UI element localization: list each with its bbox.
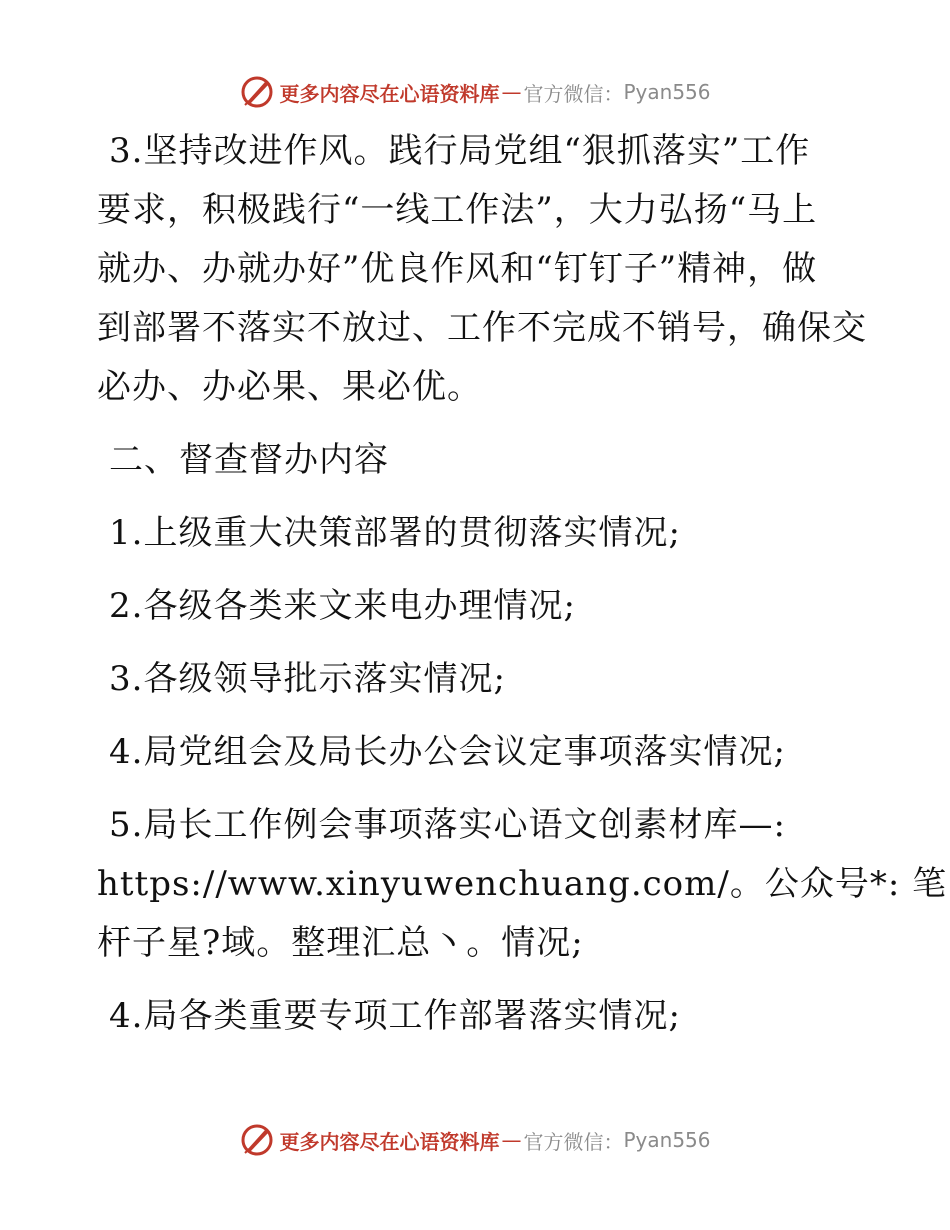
list-item-5-line1: 5.局长工作例会事项落实心语文创素材库—: [109,805,786,845]
paragraph1-line2: 要求，积极践行“一线工作法”，大力弘扬“马上 [97,190,818,230]
footer-banner [0,1120,950,1160]
banner-dash: — [501,1128,522,1152]
list-item-5-line3: 杆子星?域。整理汇总丶。情况; [97,923,584,963]
banner-red-text: 更多内容尽在心语资料库 [279,1129,500,1154]
list-item-1: 1.上级重大决策部署的贯彻落实情况; [109,513,681,553]
banner-account: Pyan556 [623,80,711,104]
paragraph1-line1: 3.坚持改进作风。践行局党组“狠抓落实”工作 [109,131,811,171]
banner-red-text: 更多内容尽在心语资料库 [279,81,500,106]
banner-gray-text: 官方微信： [523,1129,624,1154]
list-item-4: 4.局党组会及局长办公会议定事项落实情况; [109,732,786,772]
document-body [97,122,948,1046]
header-banner [0,72,950,112]
paragraph1-line3: 就办、办就办好”优良作风和“钉钉子”精神，做 [97,249,818,289]
banner-gray-text: 官方微信： [523,81,624,106]
feather-pen-logo-icon [239,74,275,110]
list-item-2: 2.各级各类来文来电办理情况; [109,586,576,626]
list-item-3: 3.各级领导批示落实情况; [109,659,506,699]
feather-pen-logo-icon [239,1122,275,1158]
paragraph1-line4: 到部署不落实不放过、工作不完成不销号，确保交 [97,308,867,348]
banner-dash: — [501,80,522,104]
list-item-5-line2: https://www.xinyuwenchuang.com/。公众号*: 笔 [97,864,948,904]
paragraph1-line5: 必办、办必果、果必优。 [97,367,482,407]
banner-account: Pyan556 [623,1128,711,1152]
section-heading: 二、督查督办内容 [109,440,389,480]
list-item-6: 4.局各类重要专项工作部署落实情况; [109,996,681,1036]
